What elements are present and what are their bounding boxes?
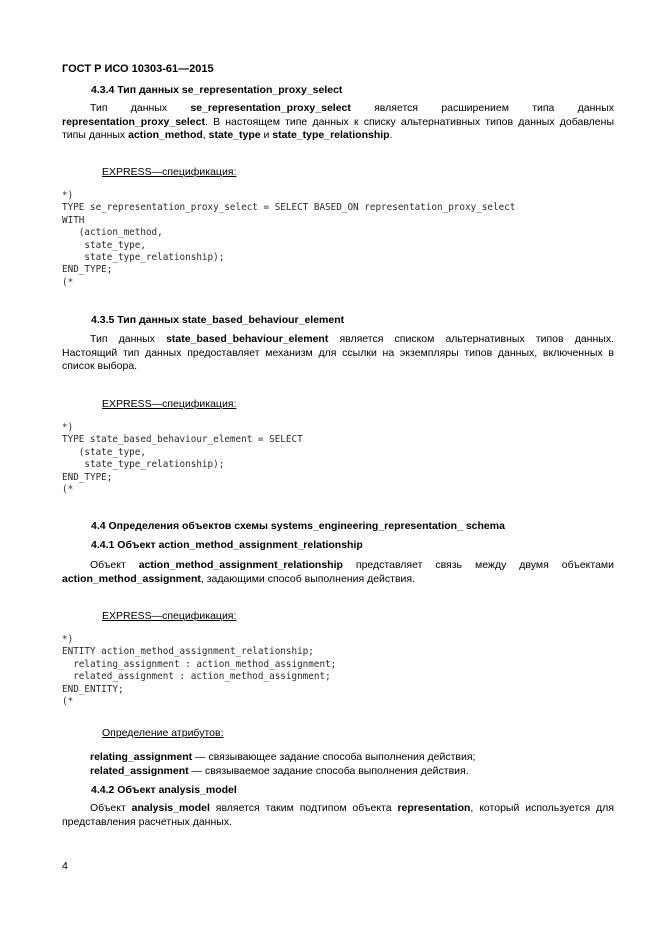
- entity-name: action_method_assignment: [62, 572, 201, 585]
- type-name: representation_proxy_select: [62, 115, 205, 128]
- text: Объект: [90, 802, 132, 814]
- heading-4-4-1: 4.4.1 Объект action_method_assignment_relationship: [91, 539, 363, 551]
- text: является списком альтернативных типов данных. Настоящий тип данных предоставляет механизм для ссылки на экземпляры типов данных, включенных в список выбора.: [62, 333, 614, 372]
- express-code-4-4-1: *) ENTITY action_method_assignment_relationship; relating_assignment : action_method_assignment; related_assignment : action_method_assignment; END_ENTITY; (*: [62, 634, 337, 708]
- heading-4-3-4: 4.3.4 Тип данных se_representation_proxy_select: [91, 84, 343, 96]
- heading-4-4-2: 4.4.2 Объект analysis_model: [91, 784, 237, 796]
- text: представляет связь между двумя объектами: [342, 559, 614, 571]
- text: , задающими способ выполнения действия.: [200, 572, 416, 585]
- express-spec-label-4-3-5: EXPRESS—спецификация:: [102, 398, 237, 410]
- text: ,: [202, 129, 209, 141]
- text: является расширением типа данных: [350, 102, 614, 114]
- text: является таким подтипом объекта: [209, 802, 398, 814]
- type-name: se_representation_proxy_select: [190, 102, 351, 114]
- heading-4-3-5: 4.3.5 Тип данных state_based_behaviour_element: [91, 314, 345, 326]
- type-name: state_based_behaviour_element: [166, 333, 329, 345]
- attribute-definition: [90, 765, 469, 779]
- entity-name: action_method_assignment_relationship: [138, 559, 343, 571]
- page-number: 4: [62, 860, 68, 872]
- paragraph-4-3-4: [62, 102, 614, 143]
- type-name: state_type_relationship: [272, 129, 390, 141]
- attribute-name: related_assignment: [90, 765, 189, 777]
- attribute-name: relating_assignment: [90, 751, 193, 763]
- text: Тип данных: [90, 102, 191, 114]
- paragraph-4-4-1: [62, 559, 614, 586]
- express-code-4-3-5: *) TYPE state_based_behaviour_element = SELECT (state_type, state_type_relationship); END_TYPE; (*: [62, 422, 303, 496]
- entity-name: representation: [397, 802, 471, 814]
- heading-4-4: 4.4 Определения объектов схемы systems_engineering_representation_ schema: [91, 520, 505, 532]
- paragraph-4-3-5: [62, 333, 614, 374]
- attribute-definition: [90, 751, 475, 765]
- type-name: action_method: [128, 129, 203, 141]
- express-spec-label-4-4-1: EXPRESS—спецификация:: [102, 610, 237, 622]
- attribute-definitions-label: Определение атрибутов:: [102, 727, 224, 739]
- entity-name: analysis_model: [131, 802, 210, 814]
- document-header: ГОСТ Р ИСО 10303-61—2015: [62, 63, 214, 75]
- text: , который используется для представления расчетных данных.: [62, 802, 614, 828]
- text: .: [389, 129, 393, 141]
- express-code-4-3-4: *) TYPE se_representation_proxy_select = SELECT BASED_ON representation_proxy_select WITH (action_method, state_type, state_type_relationship); END_TYPE; (*: [62, 190, 516, 288]
- attribute-description: — связывающее задание способа выполнения действия;: [192, 751, 476, 763]
- paragraph-4-4-2: [62, 802, 614, 829]
- text: Тип данных: [90, 333, 167, 345]
- type-name: state_type: [208, 129, 261, 141]
- text: Объект: [90, 559, 139, 571]
- text: . В настоящем типе данных к списку альтернативных типов данных добавлены типы данных: [62, 115, 614, 141]
- attribute-description: — связываемое задание способа выполнения действия.: [188, 765, 469, 777]
- text: и: [260, 129, 273, 141]
- express-spec-label-4-3-4: EXPRESS—спецификация:: [102, 166, 237, 178]
